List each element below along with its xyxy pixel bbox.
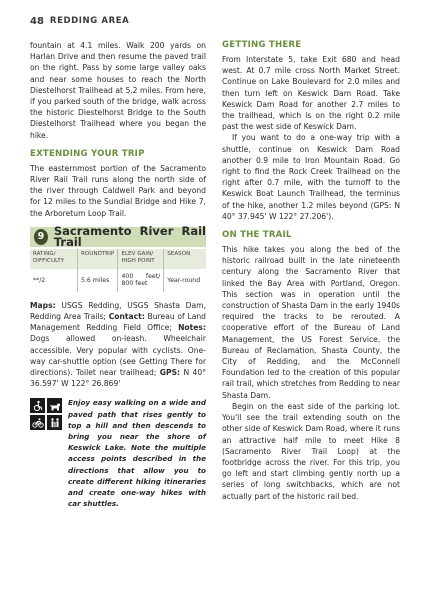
notes-text: Dogs allowed on-leash. Wheelchair accessible. Very popular with cyclists. One-way car-shuttle option (see Getting There for directions). Toilet near trailhead;	[30, 334, 206, 378]
bicycle-icon	[30, 415, 45, 430]
contact-text: Bureau of Land Management Redding Field Office;	[30, 312, 206, 333]
table-header-roundtrip: ROUNDTRIP	[78, 249, 118, 269]
table-cell-season: Year-round	[167, 276, 201, 284]
trail-name: Sacramento River Rail Trail	[53, 223, 206, 249]
trail-banner	[30, 223, 206, 249]
wheelchair-icon	[30, 398, 45, 413]
contact-label: Contact:	[108, 312, 145, 322]
extending-heading: EXTENDING YOUR TRIP	[30, 148, 145, 159]
trail-stats-table	[30, 249, 206, 292]
intro-paragraph: fountain at 4.1 miles. Walk 200 yards on Harlan Drive and then resume the paved trail on the right. Pass by some large valley oaks and near some houses to reach the North Diestelhorst Trailhead at 5.2 miles. From here, if you parked south of the bridge, walk across the historic Diestelhorst Bridge to the South Diestelhorst Trailhead where you began the hike.	[30, 41, 206, 140]
maps-text: USGS Redding, USGS Shasta Dam, Redding Area Trails;	[30, 300, 206, 322]
on-the-trail-paragraph-2: Begin on the east side of the parking lot. You'll see the trail extending south on the other side of Keswick Dam Road, where it runs an attractive half mile to meet Hike 8 (Sacramento River Trail Loop) at the footbridge across the river. For this trip, you go left and start climbing gently north up a series of long switchbacks, which are not actually part of the historic rail bed.	[222, 401, 400, 501]
table-cell-rating: **/2	[30, 269, 78, 292]
dog-icon	[47, 398, 62, 413]
getting-there-paragraph-1: From Interstate 5, take Exit 680 and head west. At 0.7 mile cross North Market Street. Continue on Lake Boulevard for 2.0 miles and then turn left on Keswick Dam Road. Take Keswick Dam Road for another 2.7 miles to the trailhead, which is on the right 0.2 mile past the west side of Keswick Dam.	[222, 55, 400, 132]
trail-note-block	[30, 397, 206, 509]
gps-label: GPS:	[159, 368, 181, 378]
activity-icons	[30, 398, 62, 509]
on-the-trail-heading: ON THE TRAIL	[222, 230, 292, 241]
table-header-elev: ELEV GAIN/ HIGH POINT	[118, 249, 164, 269]
left-column	[30, 40, 206, 510]
maps-label: Maps:	[30, 300, 56, 310]
getting-there-paragraph-2: If you want to do a one-way trip with a shuttle, continue on Keswick Dam Road another 0.9 mile to Iron Mountain Road. Go right to find the Rock Creek Trailhead on the right after 0.7 mile, with the turnoff to the Keswick Boat Launch Trailhead, the terminus of the hike, another 1.2 miles beyond (GPS: N 40° 37.945' W 122° 27.206').	[222, 133, 400, 221]
notes-label: Notes:	[178, 323, 206, 333]
gps-text: N 40° 36.597' W 122° 26.869'	[30, 368, 206, 389]
family-icon	[47, 415, 62, 430]
running-header	[30, 15, 129, 27]
table-header-season: SEASON	[164, 249, 206, 269]
right-column	[222, 40, 400, 502]
trail-info-paragraph	[30, 300, 206, 390]
on-the-trail-paragraph-1: This hike takes you along the bed of the historic railroad built in the late nineteenth century along the Sacramento River that linked the Bay Area with Portland, Oregon. This section was in operation until the construction of Shasta Dam in the early 1940s required the tracks to be rerouted. A cooperative effort of the Bureau of Land Management, the US Forest Service, the Bureau of Reclamation, Shasta County, the City of Redding, and the McConnell Foundation led to the creation of this popular rail trail, which stretches from Redding to near Shasta Dam.	[222, 245, 400, 400]
table-cell-elev: 400 feet/ 800 feet	[118, 269, 164, 292]
page-number: 48	[30, 15, 44, 27]
trail-number-badge: 9	[34, 229, 48, 245]
table-header-rating: RATING/ DIFFICULTY	[30, 249, 78, 269]
table-cell-roundtrip: 5.6 miles	[78, 269, 118, 292]
running-title: REDDING AREA	[49, 16, 130, 26]
extending-paragraph: The easternmost portion of the Sacramento River Rail Trail runs along the north side of the river through Caldwell Park and beyond for 12 miles to the Sundial Bridge and Hike 7, the Arboretum Loop Trail.	[30, 163, 206, 218]
trail-note: Enjoy easy walking on a wide and paved path that rises gently to top a hill and then descends to bring you near the shore of Keswick Lake. Note the multiple access points described in the directions that allow you to create different hiking itineraries and create one-way hikes with car shuttles.	[68, 398, 206, 509]
getting-there-heading: GETTING THERE	[222, 40, 302, 50]
